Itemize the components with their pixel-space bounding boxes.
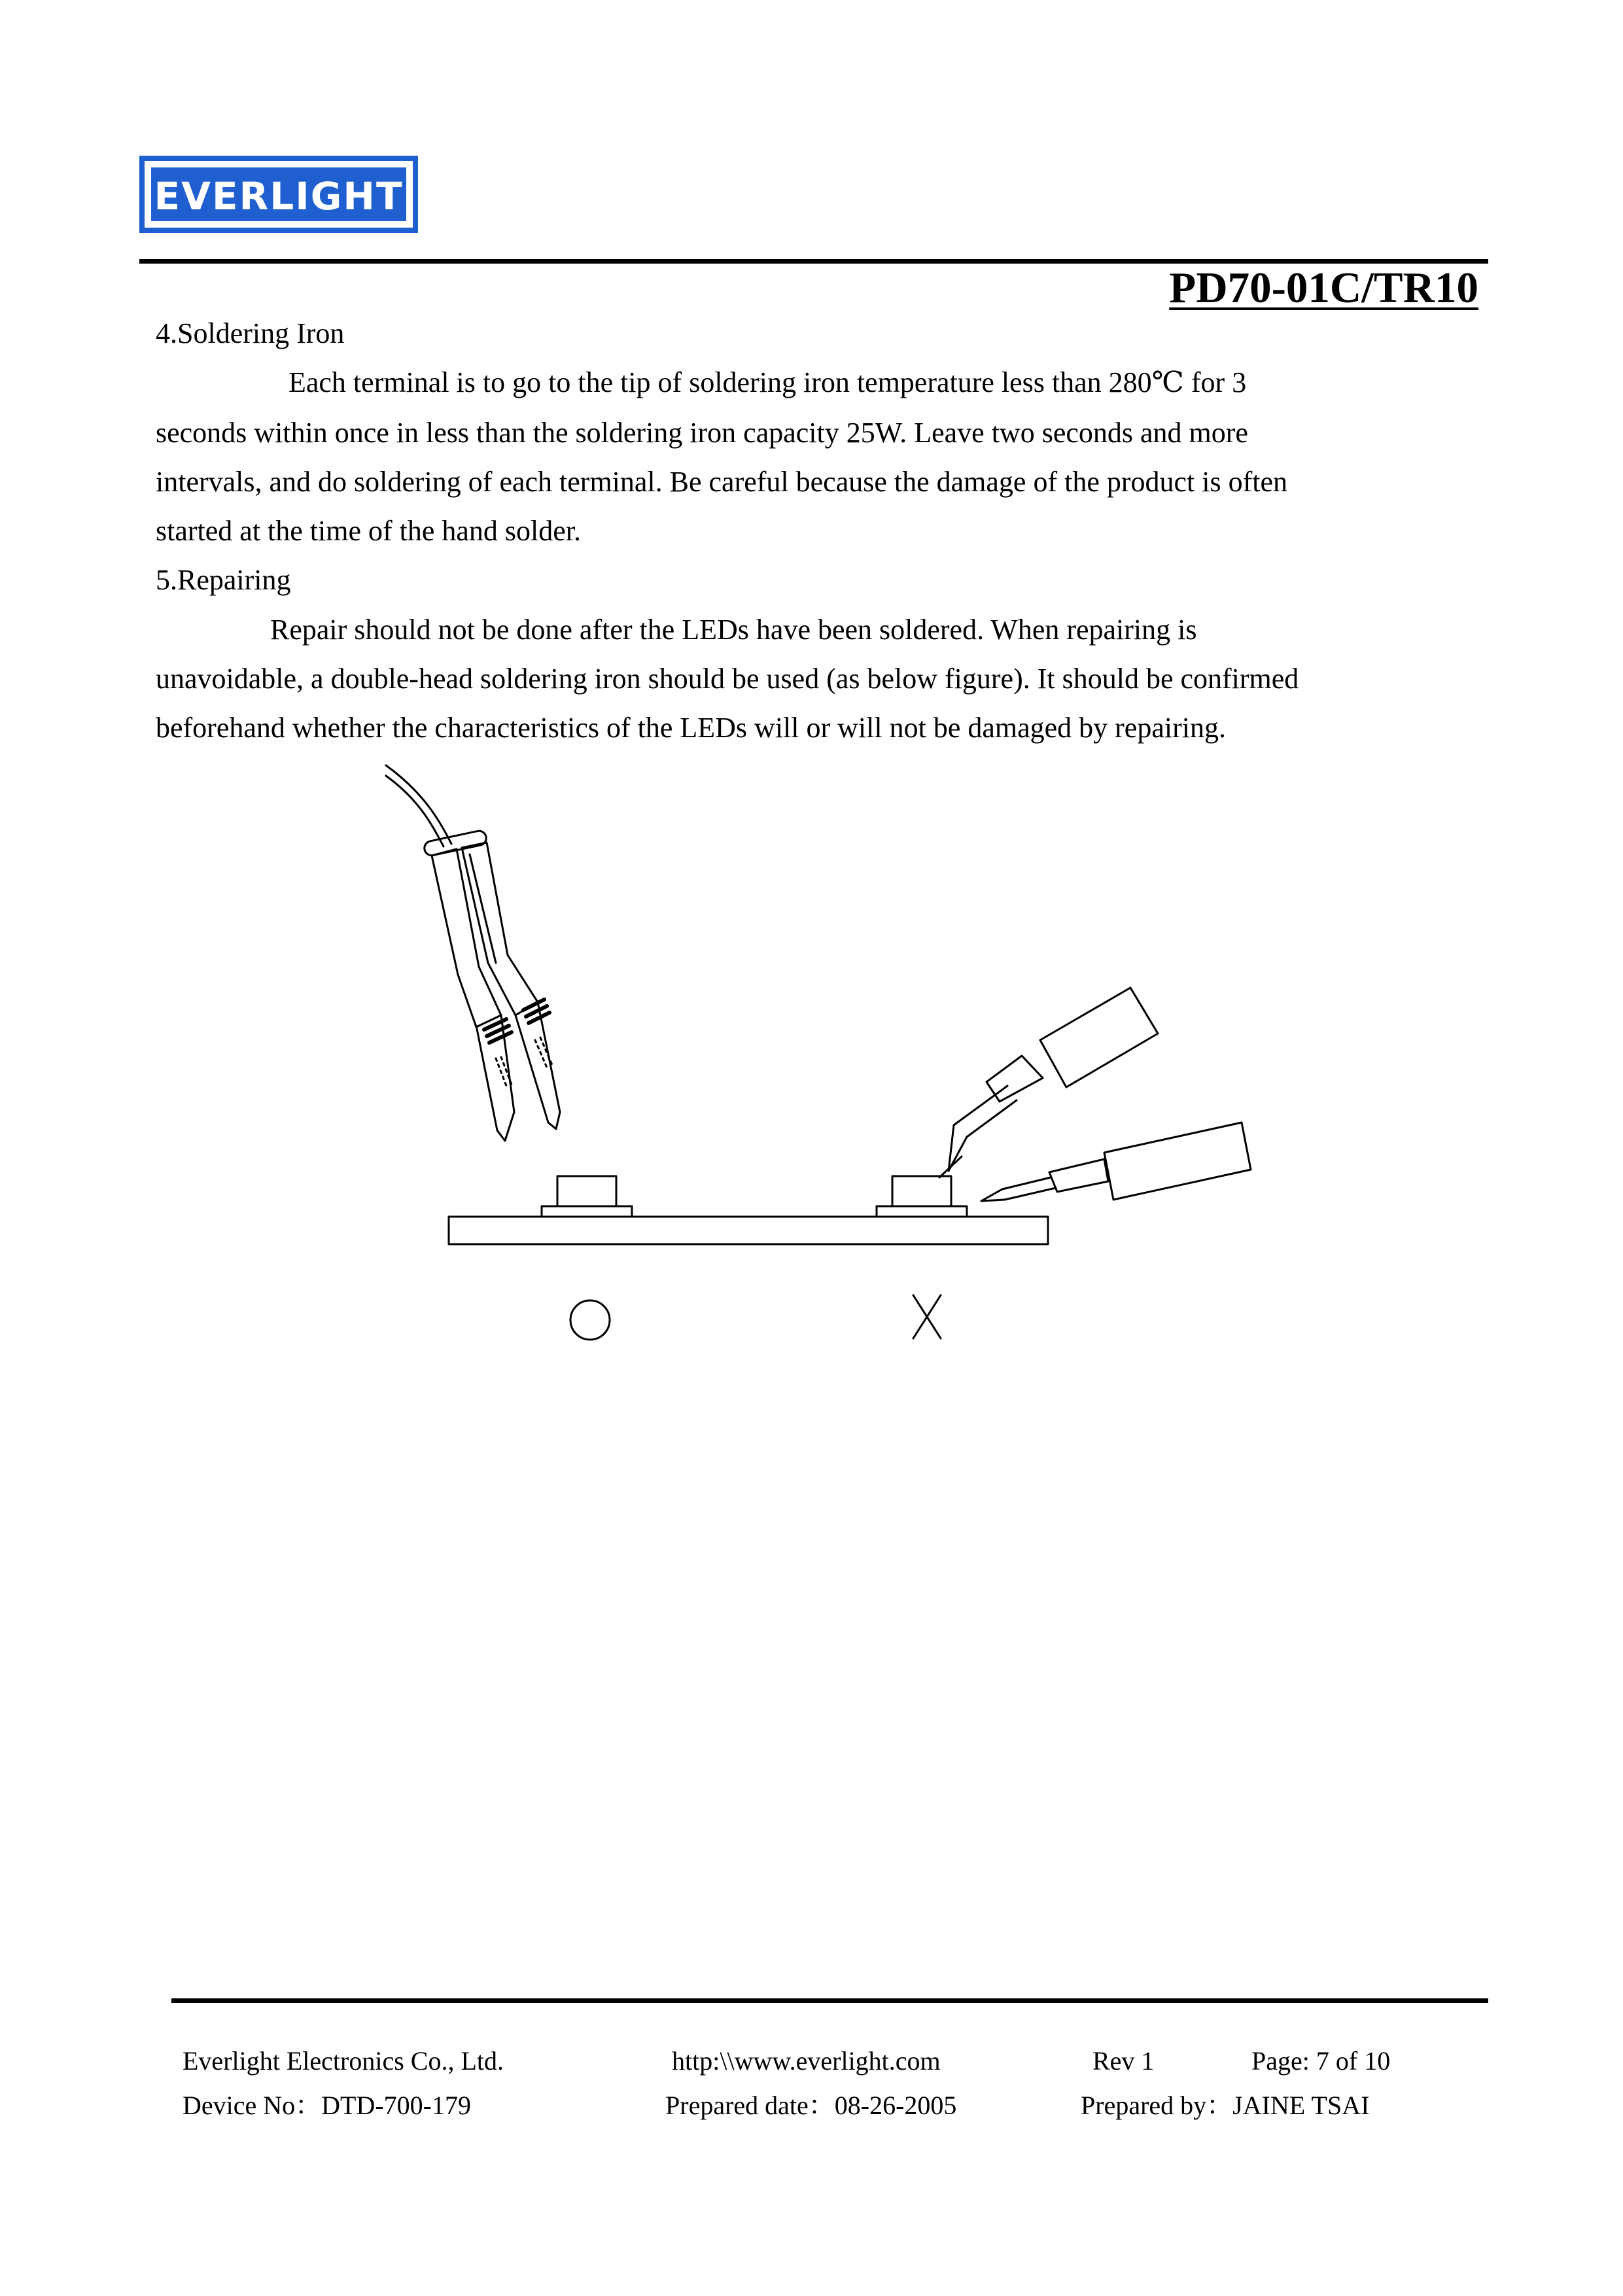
paragraph-line: Repair should not be done after the LEDs have been soldered. When repairing is (270, 614, 1197, 646)
document-id: PD70-01C/TR10 (1169, 264, 1478, 312)
paragraph-line: unavoidable, a double-head soldering iron should be used (as below figure). It should be confirmed (156, 663, 1299, 695)
paragraph-line: intervals, and do soldering of each terminal. Be careful because the damage of the product is often (156, 466, 1288, 498)
footer-rev: Rev 1 (1092, 2046, 1155, 2076)
logo-text: EVERLIGHT (154, 174, 404, 218)
paragraph-line: started at the time of the hand solder. (156, 515, 582, 547)
paragraph-line: Each terminal is to go to the tip of soldering iron temperature less than 280℃ for 3 (288, 366, 1247, 398)
logo-plate (148, 165, 409, 224)
footer-device-no: Device No：DTD-700-179 (183, 2091, 471, 2120)
everlight-logo (139, 156, 418, 233)
paragraph-line: beforehand whether the characteristics of the LEDs will or will not be damaged by repairing. (156, 712, 1226, 744)
footer-page: Page: 7 of 10 (1251, 2046, 1391, 2076)
circuit-board (449, 1217, 1048, 1244)
footer-company: Everlight Electronics Co., Ltd. (183, 2046, 504, 2076)
section-heading-repairing: 5.Repairing (156, 564, 291, 596)
led-pad-left (542, 1206, 632, 1217)
footer-url: http:\\www.everlight.com (672, 2046, 941, 2076)
section-heading-soldering: 4.Soldering Iron (156, 317, 345, 349)
single-soldering-iron-lower (981, 1122, 1251, 1201)
footer-prepared-by: Prepared by：JAINE TSAI (1081, 2091, 1370, 2120)
soldering-figure (366, 759, 1282, 1348)
iron-cable (386, 776, 444, 846)
led-component-left (557, 1176, 616, 1206)
iron-cable (386, 765, 451, 844)
good-mark-circle-icon (570, 1300, 610, 1340)
led-component-right (892, 1176, 951, 1206)
footer-prepared-date: Prepared date：08-26-2005 (665, 2091, 957, 2120)
footer-rule (171, 1998, 1488, 2003)
paragraph-line: seconds within once in less than the soldering iron capacity 25W. Leave two seconds and more (156, 417, 1248, 449)
double-head-soldering-iron (423, 829, 560, 1141)
led-pad-right (877, 1206, 967, 1217)
